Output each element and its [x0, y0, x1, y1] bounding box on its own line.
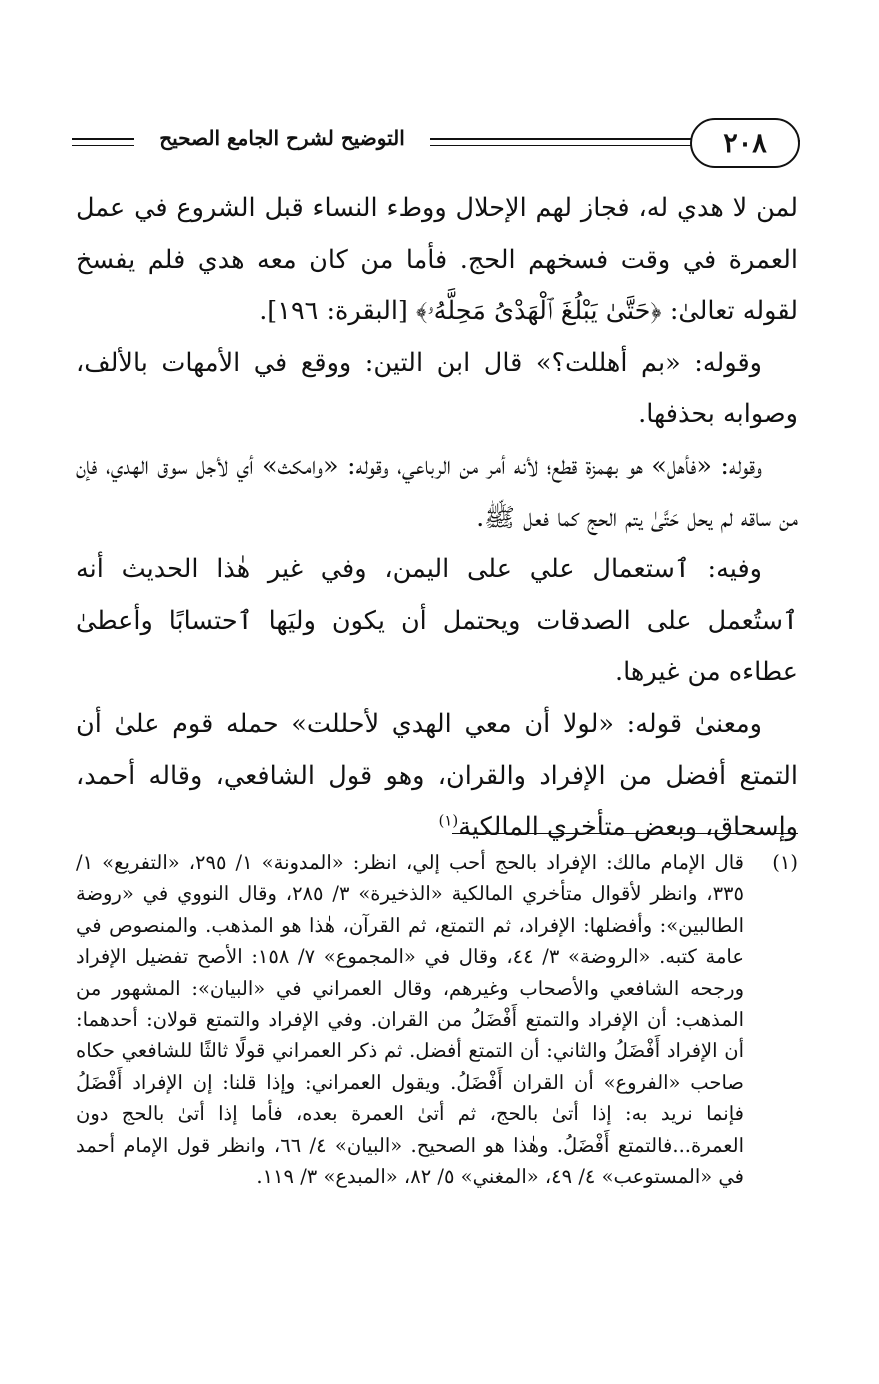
footnote-separator — [452, 833, 798, 834]
footnote-text: قال الإمام مالك: الإفراد بالحج أحب إلي، انظر: «المدونة» ١/ ٢٩٥، «التفريع» ١/ ٣٣٥، وانظر لأقوال متأخري المالكية «الذخيرة» ٣/ ٢٨٥، وقال النووي في «روضة الطالبين»: وأفضلها: الإفراد، ثم التمتع، ثم القرآن، هٰذا هو المذهب. والمنصوص في عامة كتبه. «الروضة» ٣/ ٤٤، وقال في «المجموع» ٧/ ١٥٨: الأصح تفضيل الإفراد ورجحه الشافعي والأصحاب وغيرهم، وقال العمراني في «البيان»: المشهور من المذهب: أن الإفراد والتمتع أَفْضَلُ من القران. وفي الإفراد والتمتع قولان: أحدهما: أن الإفراد أَفْضَلُ والثاني: أن التمتع أفضل. ثم ذكر العمراني قولًا ثالثًا للشافعي حكاه صاحب «الفروع» أن القران أَفْضَلُ. ويقول العمراني: وإذا قلنا: إن الإفراد أَفْضَلُ فإنما نريد به: إذا أتىٰ بالحج، ثم أتىٰ العمرة بعده، فأما إذا أتىٰ بالحج دون العمرة...فالتمتع أَفْضَلُ. وهٰذا هو الصحيح. «البيان» ٤/ ٦٦، وانظر قول الإمام أحمد في «المستوعب» ٤/ ٤٩، «المغني» ٥/ ٨٢، «المبدع» ٣/ ١١٩. — [76, 851, 744, 1189]
footnote — [76, 847, 798, 1192]
header-rule-left-bottom — [72, 145, 134, 146]
header-rule-middle-top — [430, 138, 692, 140]
paragraph-1: لمن لا هدي له، فجاز لهم الإحلال ووطء النساء قبل الشروع في عمل العمرة في وقت فسخهم الحج. فأما من كان معه هدي فلم يفسخ لقوله تعالىٰ: ﴿حَتَّىٰ يَبْلُغَ ٱلْهَدْىُ مَحِلَّهُۥ﴾ [البقرة: ١٩٦]. — [76, 193, 798, 327]
page-header — [72, 118, 800, 174]
header-rule-left-top — [72, 138, 134, 140]
paragraph-5: ومعنىٰ قوله: «لولا أن معي الهدي لأحللت» حمله قوم علىٰ أن التمتع أفضل من الإفراد والقران، وهو قول الشافعي، وقاله أحمد، وإسحاق، وبعض متأخري المالكية — [76, 708, 798, 843]
main-text — [76, 183, 798, 854]
footnote-marker: (١) — [772, 851, 798, 874]
paragraph-5-container — [76, 699, 798, 854]
paragraph-2: وقوله: «بم أهللت؟» قال ابن التين: ووقع في الأمهات بالألف، وصوابه بحذفها. — [76, 347, 798, 430]
running-title: التوضيح لشرح الجامع الصحيح — [159, 126, 405, 150]
header-rule-middle-bottom — [430, 145, 692, 146]
footnote-reference[interactable]: (١) — [438, 811, 459, 830]
paragraph-3: وقوله: «فأهل» هو بهمزة قطع؛ لأنه أمر من الرباعي، وقوله: «وامكث» أي لأجل سوق الهدي، فإن من ساقه لم يحل حَتَّىٰ يتم الحج كما فعل ﷺ. — [76, 450, 798, 533]
paragraph-4: وفيه: ٱستعمال علي على اليمن، وفي غير هٰذا الحديث أنه ٱستُعمل على الصدقات ويحتمل أن يكون وليَها ٱحتسابًا وأعطىٰ عطاءه من غيرها. — [76, 554, 798, 688]
page-number: ٢٠٨ — [723, 127, 767, 159]
page-number-badge — [690, 118, 800, 168]
